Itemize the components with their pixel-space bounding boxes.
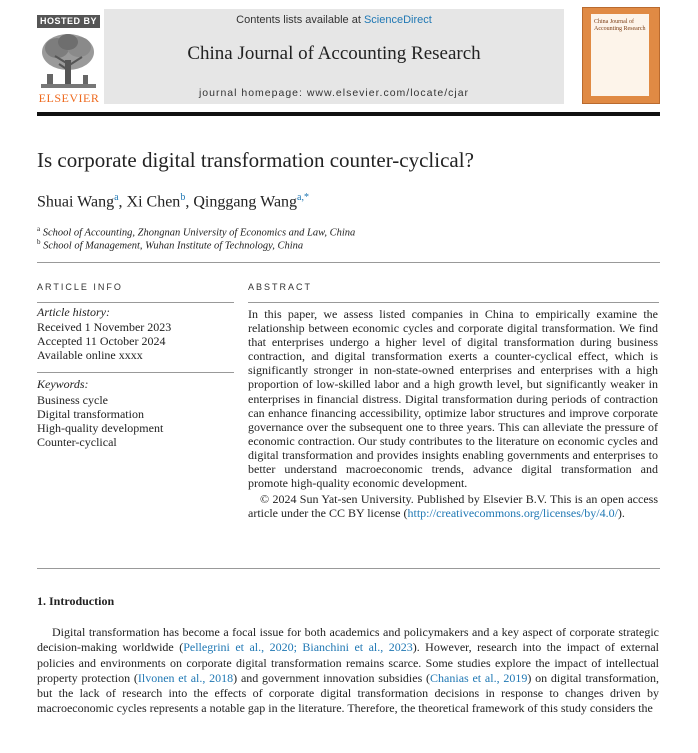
contents-prefix: Contents lists available at [236,14,364,26]
abstract-body [248,307,658,520]
history-accepted: Accepted 11 October 2024 [37,334,166,348]
publisher-logo-text: ELSEVIER [38,91,100,105]
copyright-text: © 2024 Sun Yat-sen University. Published by Elsevier B.V. This is an open access article under the CC BY license ( [248,492,658,521]
author-name[interactable]: Qinggang Wang [193,193,298,211]
introduction-paragraph [37,625,659,717]
keywords-label: Keywords: [37,377,89,391]
intro-text: Digital transformation has become a focal issue for both academics and policymakers and a key aspect of corporate strategic decision-making worldwide ( [37,625,659,655]
abstract-text: In this paper, we assess listed companies in China to empirically examine the relationship between economic cycles and corporate digital transformation. We find that enterprises undergo a higher level of digital transformation during business contraction, and digital transformation exerts a counter-cyclical effect, which is significantly stronger in non-state-owned enterprises and enterprises with a high proportion of low-skilled labor and a high growth level, but significantly weaker in enterprises in financial distress. Digital transformation during periods of contraction can enhance financing accessibility, optimize labor structures and improve corporate governance over the subsequent one to three years. This can alleviate the pressure of economic contraction. Our study contributes to the literature on economic cycles and digital transformation and provides insights enabling governments and enterprises to better understand macroeconomic trends, advance digital transformation and promote high-quality economic development. [248,307,658,491]
intro-text: ) on digital transformation, but the lack of research into the effects of corporate digital transformation decisions in response to changes driven by macroeconomic cycles represents a notable gap in the literature. Therefore, the theoretical framework of this study considers the [37,670,659,716]
article-info-heading: ARTICLE INFO [37,282,123,292]
author-name[interactable]: Shuai Wang [37,193,115,211]
divider [37,262,660,263]
hosted-by-label: HOSTED BY [37,15,100,28]
citation-link[interactable]: Chanias et al., 2019 [430,670,528,685]
author-affiliation-marker[interactable]: a [114,192,119,203]
author-list: Shuai Wang$^a$, Xi Chen$^b$, Qinggang Wang$^{a,*}$ [37,192,309,211]
author-name[interactable]: Xi Chen [126,193,181,211]
sciencedirect-link[interactable]: ScienceDirect [363,14,432,26]
affiliation-text: School of Management, Wuhan Institute of Technology, China [43,240,304,252]
license-link[interactable]: http://creativecommons.org/licenses/by/4.0/ [407,506,618,521]
author-affiliation-marker[interactable]: a,* [297,192,309,203]
contents-availability [104,14,564,26]
journal-title: China Journal of Accounting Research [187,43,481,64]
divider [37,302,234,303]
intro-text: ). However, research into the impact of external policies and environments on corporate digital transformation remains scarce. Some studies explore the impact of intellectual property protection ( [37,640,659,685]
keyword: Counter-cyclical [37,435,117,449]
elsevier-tree-logo-icon [37,30,100,92]
citation-link[interactable]: Pellegrini et al., 2020; Bianchini et al., 2023 [183,640,413,655]
divider [248,302,659,303]
journal-homepage[interactable]: journal homepage: www.elsevier.com/locate/cjar [198,87,470,99]
affiliation-text: School of Accounting, Zhongnan University of Economics and Law, China [42,227,356,239]
copyright-end: ). [617,506,625,521]
author-affiliation-marker[interactable]: b [180,192,186,203]
divider [37,372,234,373]
affiliation-marker: b [37,238,41,246]
section-heading: 1. Introduction [37,594,115,608]
keyword: Business cycle [37,393,108,407]
citation-link[interactable]: Ilvonen et al., 2018 [137,670,234,685]
cover-title: China Journal of Accounting Research [594,19,646,32]
divider [37,568,660,569]
abstract-heading: ABSTRACT [248,282,313,292]
history-label: Article history: [37,305,110,319]
affiliation-marker: a [37,225,41,233]
affiliation [37,238,303,252]
affiliation [37,225,355,239]
keyword: High-quality development [37,421,164,435]
article-title: Is corporate digital transformation counter-cyclical? [37,148,474,172]
journal-cover-image [582,7,660,104]
copyright-notice [248,492,658,520]
intro-text: ) and government innovation subsidies ( [233,670,431,685]
history-received: Received 1 November 2023 [37,320,172,334]
header-rule [37,112,660,116]
history-online: Available online xxxx [37,348,143,362]
keyword: Digital transformation [37,407,144,421]
